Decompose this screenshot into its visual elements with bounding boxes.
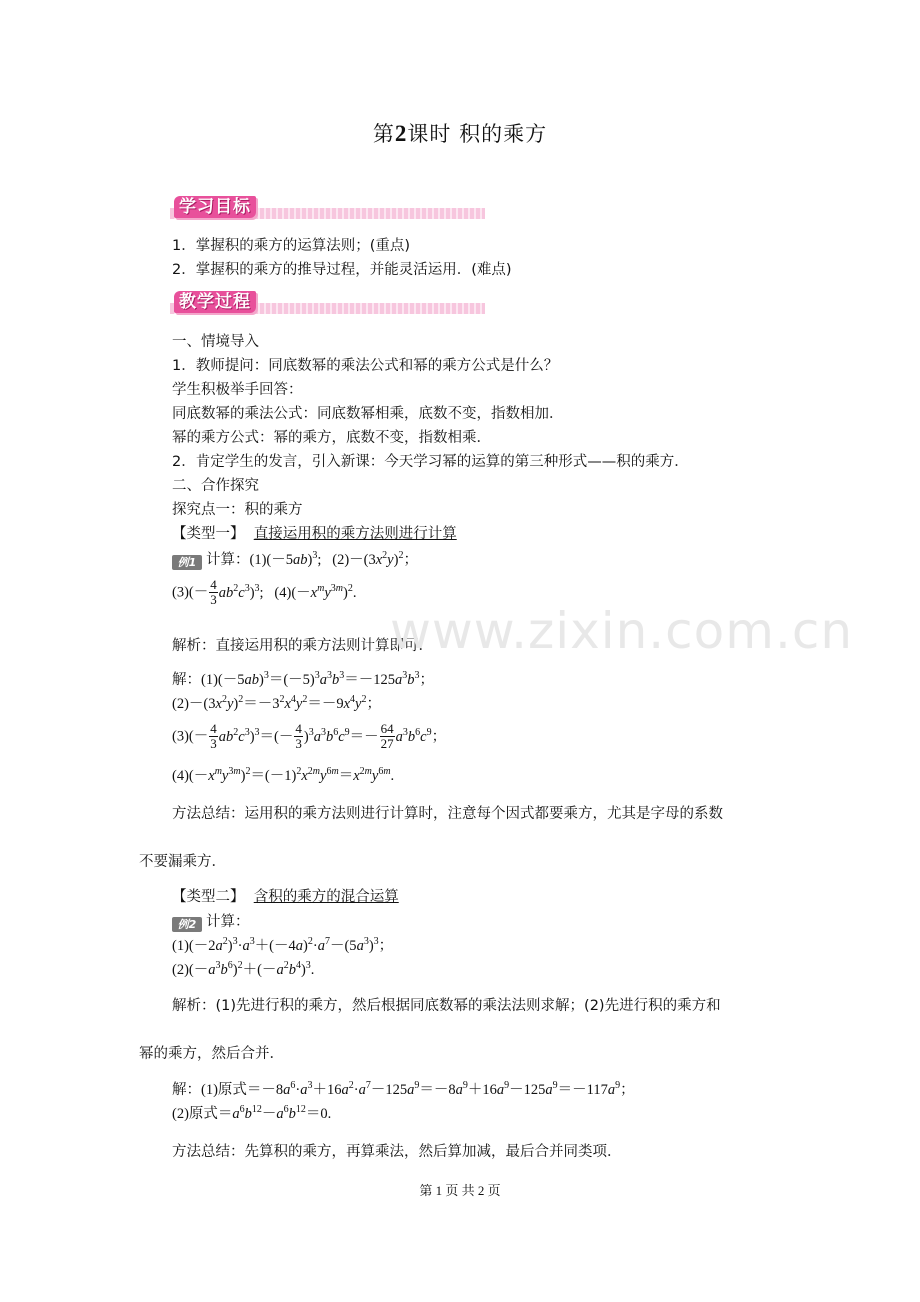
solution-line: (3)(－ $\frac{4}{3}$ $ab^2c^3)^3=(-$ $\frac{4}{3}$ )$^3a^3b^6c^9=-$ $\frac{64}{27}$ $a^3b^6c^9$； — [172, 721, 447, 751]
analysis: 解析：直接运用积的乘方法则计算即可． — [172, 638, 433, 654]
example-1-line2: (3)(－ $\frac{4}{3}$ $ab^2c^3)^3$; $(4)(-x^my^{3m})^2$. — [172, 577, 357, 607]
section-heading: 二、合作探究 — [172, 478, 259, 494]
solution-line: $(4)(-x^my^{3m})^2=(-1)^2x^{2m}y^{6m}=x^{2m}y^{6m}$. — [172, 766, 395, 784]
type-heading: 【类型二】 含积的乘方的混合运算 — [172, 889, 399, 905]
paragraph: 2．肯定学生的发言，引入新课：今天学习幂的运算的第三种形式——积的乘方． — [172, 454, 689, 470]
example-2: 例2 计算： — [172, 912, 250, 932]
example-2-item: $(1)(-2a^2)^3\cdot a^3+(-4a)^2\cdot a^7-(5a^3)^3$； — [172, 936, 394, 954]
method-summary-cont: 不要漏乘方． — [139, 854, 226, 870]
solution-line: (2)原式$=a^6b^{12}-a^6b^{12}=0$. — [172, 1104, 332, 1122]
example-badge: 例1 — [172, 555, 202, 570]
page-title: 第2课时 积的乘方 — [372, 121, 548, 146]
explore-point: 探究点一：积的乘方 — [172, 502, 303, 518]
section-label: 教学过程 — [174, 291, 256, 313]
paragraph: 1．教师提问：同底数幂的乘法公式和幂的乘方公式是什么？ — [172, 358, 559, 374]
section-label: 学习目标 — [174, 196, 256, 218]
goal-item: 2．掌握积的乘方的推导过程，并能灵活运用．(难点) — [172, 262, 512, 278]
page-footer: 第 1 页 共 2 页 — [419, 1183, 501, 1198]
analysis-cont: 幂的乘方，然后合并． — [139, 1046, 284, 1062]
solution-line: 解：(1)原式$=-8a^6\cdot a^3+16a^2\cdot a^7-125a^9=-8a^9+16a^9-125a^9=-117a^9$； — [172, 1080, 635, 1098]
goal-item: 1．掌握积的乘方的运算法则；(重点) — [172, 238, 411, 254]
type-title: 含积的乘方的混合运算 — [253, 889, 399, 905]
paragraph: 同底数幂的乘法公式：同底数幂相乘，底数不变，指数相加． — [172, 406, 564, 422]
type-heading: 【类型一】 直接运用积的乘方法则进行计算 — [172, 526, 457, 542]
paragraph: 幂的乘方公式：幂的乘方，底数不变，指数相乘． — [172, 430, 491, 446]
section-banner-process — [170, 291, 485, 317]
solution-line: 解：$(1)(-5ab)^3=(-5)^3a^3b^3=-125a^3b^3$； — [172, 670, 435, 688]
paragraph: 学生积极举手回答： — [172, 382, 303, 398]
example-badge: 例2 — [172, 917, 202, 932]
example-2-item: $(2)(-a^3b^6)^2+(-a^2b^4)^3$. — [172, 960, 315, 978]
example-1: 例1 计算：$(1)(-5ab)^3$; $(2)-(3x^2y)^2$； — [172, 550, 418, 570]
method-summary: 方法总结：运用积的乘方法则进行计算时，注意每个因式都要乘方，尤其是字母的系数 — [172, 806, 723, 822]
method-summary: 方法总结：先算积的乘方，再算乘法，然后算加减，最后合并同类项． — [172, 1144, 622, 1160]
section-heading: 一、情境导入 — [172, 334, 259, 350]
watermark: www.zixin.com.cn — [390, 602, 854, 660]
type-title: 直接运用积的乘方法则进行计算 — [253, 526, 457, 542]
section-banner-goals — [170, 196, 485, 222]
solution-line: $(2)-(3x^2y)^2=-3^2x^4y^2=-9x^4y^2$； — [172, 694, 381, 712]
analysis: 解析：(1)先进行积的乘方，然后根据同底数幂的乘法法则求解；(2)先进行积的乘方和 — [172, 998, 721, 1014]
